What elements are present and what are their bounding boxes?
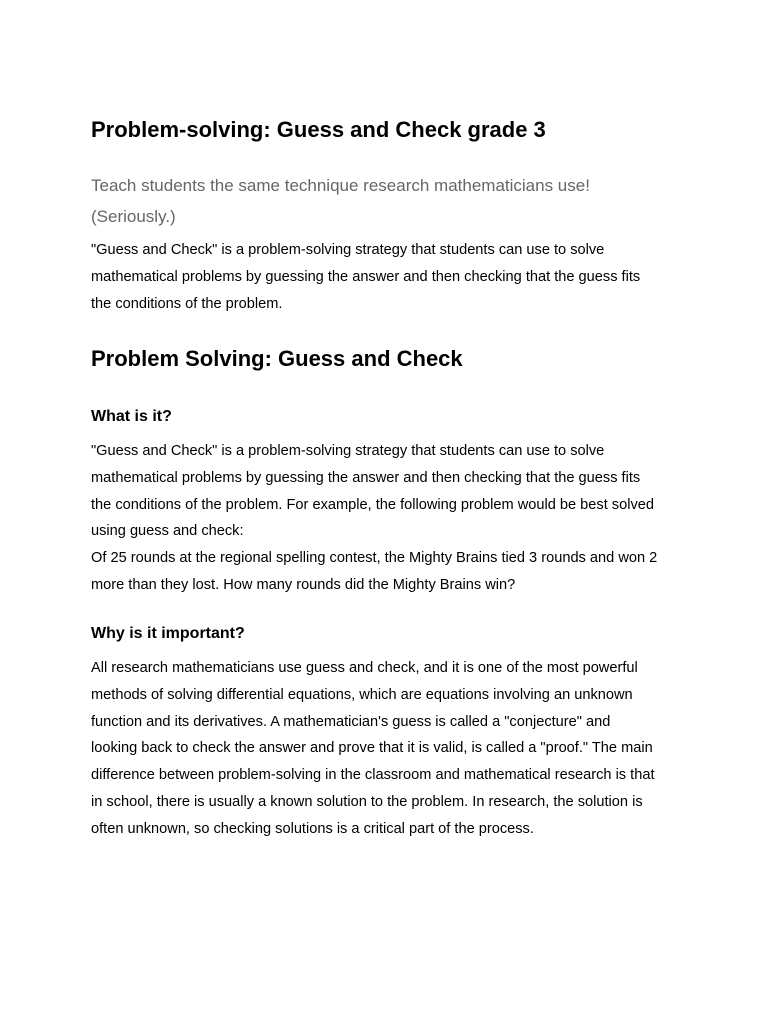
page-title: Problem-solving: Guess and Check grade 3: [91, 117, 546, 142]
paragraph-line: the conditions of the problem.: [91, 295, 283, 312]
subtitle-line: Teach students the same technique research mathematicians use!: [91, 176, 590, 195]
paragraph-line: All research mathematicians use guess and check, and it is one of the most powerful: [91, 660, 638, 676]
why-paragraph: [91, 655, 691, 843]
paragraph-line: more than they lost. How many rounds did the Mighty Brains win?: [91, 576, 516, 593]
subtitle: [91, 170, 651, 232]
subtitle-line: (Seriously.): [91, 207, 176, 226]
paragraph-line: "Guess and Check" is a problem-solving strategy that students can use to solve: [91, 443, 605, 459]
paragraph-line: Of 25 rounds at the regional spelling contest, the Mighty Brains tied 3 rounds and won 2: [91, 550, 658, 567]
paragraph-line: often unknown, so checking solutions is a critical part of the process.: [91, 820, 534, 837]
paragraph-line: using guess and check:: [91, 523, 244, 540]
paragraph-line: "Guess and Check" is a problem-solving strategy that students can use to solve: [91, 242, 605, 258]
what-heading: What is it?: [91, 408, 172, 425]
paragraph-line: in school, there is usually a known solution to the problem. In research, the solution is: [91, 793, 643, 810]
paragraph-line: mathematical problems by guessing the answer and then checking that the guess fits: [91, 268, 641, 285]
paragraph-line: looking back to check the answer and prove that it is valid, is called a "proof." The main: [91, 740, 653, 757]
paragraph-line: methods of solving differential equations, which are equations involving an unknown: [91, 686, 633, 703]
why-heading: Why is it important?: [91, 625, 245, 642]
paragraph-line: function and its derivatives. A mathematician's guess is called a "conjecture" and: [91, 713, 611, 730]
what-paragraph: [91, 438, 691, 599]
paragraph-line: the conditions of the problem. For example, the following problem would be best solved: [91, 496, 654, 513]
paragraph-line: mathematical problems by guessing the answer and then checking that the guess fits: [91, 469, 641, 486]
intro-paragraph: [91, 237, 691, 317]
section-title: Problem Solving: Guess and Check: [91, 346, 463, 371]
paragraph-line: difference between problem-solving in the classroom and mathematical research is that: [91, 767, 655, 784]
